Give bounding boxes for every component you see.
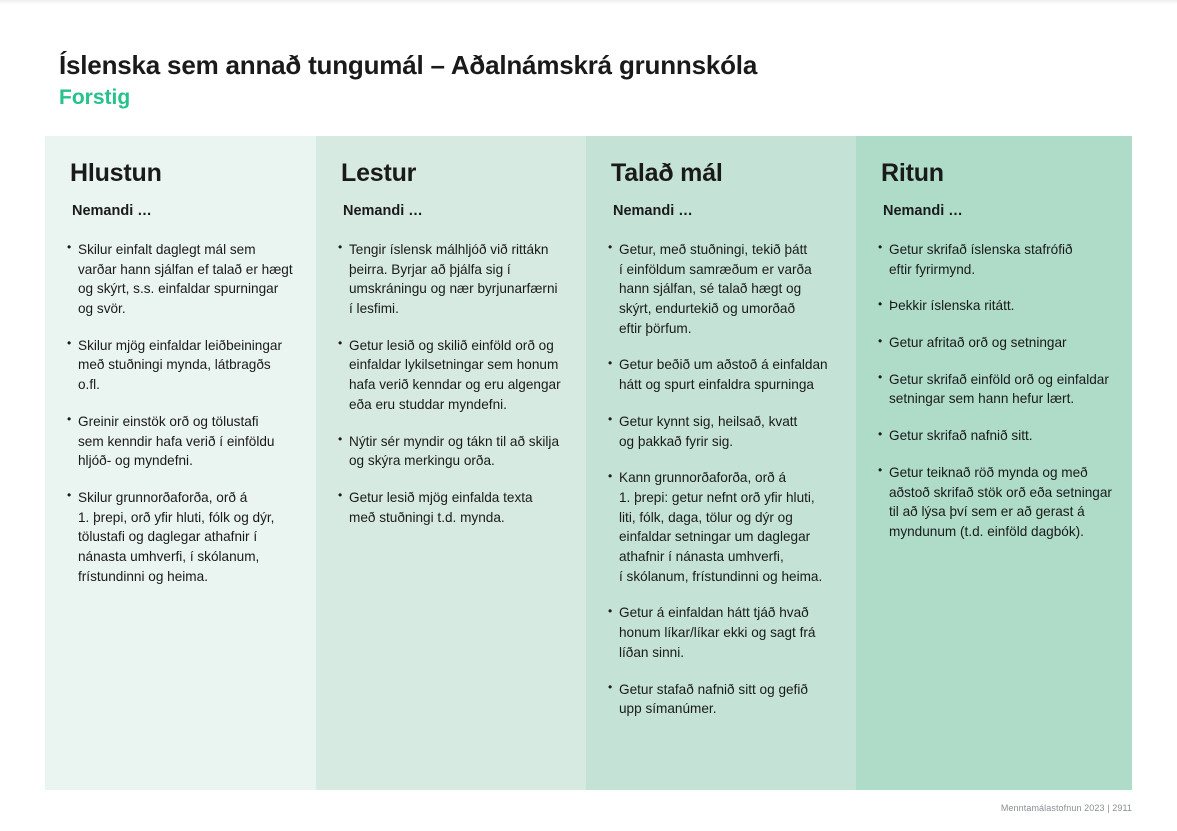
bullet-item — [608, 603, 834, 662]
bullet-item — [878, 426, 1110, 446]
bullet-line: • Tengir íslensk málhljóð við rittákn — [349, 241, 549, 257]
bullet-item — [338, 488, 564, 527]
column-subtitle: Nemandi … — [883, 202, 963, 219]
bullet-item — [67, 488, 294, 587]
bullet-line: liti, fólk, daga, tölur og dýr og — [619, 509, 793, 525]
bullet-line: í skólanum, frístundinni og heima. — [619, 568, 823, 584]
bullet-line: þeirra. Byrjar að þjálfa sig í — [349, 261, 511, 277]
column-bullet-list — [608, 240, 834, 719]
column-title: Hlustun — [70, 159, 162, 187]
bullet-item — [608, 240, 834, 339]
column-title: Lestur — [341, 159, 417, 187]
bullet-item — [608, 468, 834, 586]
bullet-line: • Getur á einfaldan hátt tjáð hvað — [619, 605, 809, 621]
bullet-line: myndunum (t.d. einföld dagbók). — [889, 523, 1084, 539]
bullet-line: varðar hann sjálfan ef talað er hægt — [78, 261, 293, 277]
bullet-line: og svör. — [78, 301, 126, 316]
bullet-line: 1. þrepi, orð yfir hluti, fólk og dýr, — [78, 509, 275, 525]
bullet-line: • Nýtir sér myndir og tákn til að skilja — [349, 433, 560, 449]
bullet-line: til að lýsa því sem er að gerast á — [889, 504, 1085, 520]
bullet-line: í einföldum samræðum er varða — [619, 261, 812, 277]
footer-credit: Menntamálastofnun 2023 | 2911 — [1000, 803, 1132, 813]
bullet-item — [608, 412, 834, 451]
bullet-line: • Getur lesið og skilið einföld orð og — [349, 337, 554, 353]
bullet-item — [608, 680, 834, 719]
bullet-line: • Getur afritað orð og setningar — [889, 335, 1067, 350]
bullet-item — [878, 296, 1110, 316]
bullet-line: • Getur stafað nafnið sitt og gefið — [619, 681, 808, 697]
column-subtitle: Nemandi … — [72, 202, 152, 219]
bullet-line: nánasta umhverfi, í skólanum, — [78, 549, 260, 565]
column-subtitle: Nemandi … — [343, 202, 423, 219]
bullet-line: einfaldar setningar um daglegar — [619, 529, 811, 545]
bullet-line: • Skilur grunnorðaforða, orð á — [78, 489, 248, 505]
bullet-line: setningar sem hann hefur lært. — [889, 391, 1075, 407]
bullet-line: • Þekkir íslenska ritátt. — [889, 298, 1015, 314]
bullet-line: • Getur teiknað röð mynda og með — [889, 464, 1088, 480]
column-bullet-list — [67, 240, 294, 587]
bullet-item — [878, 370, 1110, 409]
bullet-line: sem kenndir hafa verið í einföldu — [78, 433, 275, 449]
column-title: Talað mál — [611, 159, 723, 187]
slide-heading — [59, 50, 1119, 111]
competency-columns — [45, 136, 1132, 790]
bullet-line: með stuðningi t.d. mynda. — [349, 509, 505, 525]
bullet-line: • Getur lesið mjög einfalda texta — [349, 489, 533, 505]
bullet-line: • Getur skrifað nafnið sitt. — [889, 428, 1033, 444]
bullet-line: hafa verið kenndar og eru algengar — [349, 377, 561, 393]
column-lestur — [316, 136, 586, 790]
bullet-line: skýrt, endurtekið og umorðað — [619, 301, 796, 316]
column-subtitle: Nemandi … — [613, 202, 693, 219]
bullet-line: einfaldar lykilsetningar sem honum — [349, 357, 559, 373]
bullet-item — [608, 355, 834, 394]
bullet-line: aðstoð skrifað stök orð eða setningar — [889, 484, 1112, 500]
bullet-line: eða eru studdar myndefni. — [349, 396, 507, 412]
bullet-item — [67, 412, 294, 471]
bullet-item — [67, 240, 294, 319]
bullet-line: og skýra merkingu orða. — [349, 453, 495, 469]
bullet-line: umskráningu og nær byrjunarfærni — [349, 281, 558, 297]
column-bullet-list — [878, 240, 1110, 542]
page-subtitle: Forstig — [59, 85, 131, 109]
column-ritun — [856, 136, 1132, 790]
bullet-line: 1. þrepi: getur nefnt orð yfir hluti, — [619, 489, 815, 505]
bullet-line: í lesfimi. — [349, 301, 399, 316]
bullet-line: • Getur skrifað einföld orð og einfaldar — [889, 371, 1109, 387]
bullet-line: tölustafi og daglegar athafnir í — [78, 529, 258, 545]
bullet-line: upp símanúmer. — [619, 701, 717, 717]
bullet-item — [338, 240, 564, 319]
bullet-line: hátt og spurt einfaldra spurninga — [619, 377, 814, 393]
bullet-line: og skýrt, s.s. einfaldar spurningar — [78, 281, 279, 297]
bullet-line: • Kann grunnorðaforða, orð á — [619, 470, 787, 486]
bullet-line: • Getur, með stuðningi, tekið þátt — [619, 241, 808, 257]
bullet-item — [338, 336, 564, 415]
bullet-item — [338, 432, 564, 471]
bullet-item — [878, 240, 1110, 279]
bullet-line: honum líkar/líkar ekki og sagt frá — [619, 625, 816, 641]
page-title: Íslenska sem annað tungumál – Aðalnámskrá grunnskóla — [59, 50, 758, 80]
bullet-line: • Getur kynnt sig, heilsað, kvatt — [619, 413, 798, 429]
column-hlustun — [45, 136, 316, 790]
column-bullet-list — [338, 240, 564, 527]
bullet-line: eftir fyrirmynd. — [889, 261, 976, 277]
bullet-line: athafnir í nánasta umhverfi, — [619, 549, 784, 565]
bullet-line: og þakkað fyrir sig. — [619, 433, 734, 449]
bullet-line: eftir þörfum. — [619, 320, 692, 336]
bullet-line: • Skilur mjög einfaldar leiðbeiningar — [78, 337, 283, 353]
bullet-line: hljóð- og myndefni. — [78, 453, 193, 469]
bullet-item — [67, 336, 294, 395]
bullet-item — [878, 333, 1110, 353]
column-title: Ritun — [881, 159, 944, 187]
bullet-line: frístundinni og heima. — [78, 568, 208, 584]
bullet-line: hann sjálfan, sé talað hægt og — [619, 281, 802, 297]
bullet-line: • Skilur einfalt daglegt mál sem — [78, 241, 256, 257]
bullet-line: með stuðningi mynda, látbragðs — [78, 357, 271, 373]
bullet-line: • Greinir einstök orð og tölustafi — [78, 413, 259, 429]
bullet-line: • Getur skrifað íslenska stafrófið — [889, 241, 1073, 257]
column-talad-mal — [586, 136, 856, 790]
bullet-line: líðan sinni. — [619, 644, 684, 660]
bullet-line: • Getur beðið um aðstoð á einfaldan — [619, 357, 828, 373]
bullet-line: o.fl. — [78, 377, 100, 393]
bullet-item — [878, 463, 1110, 542]
